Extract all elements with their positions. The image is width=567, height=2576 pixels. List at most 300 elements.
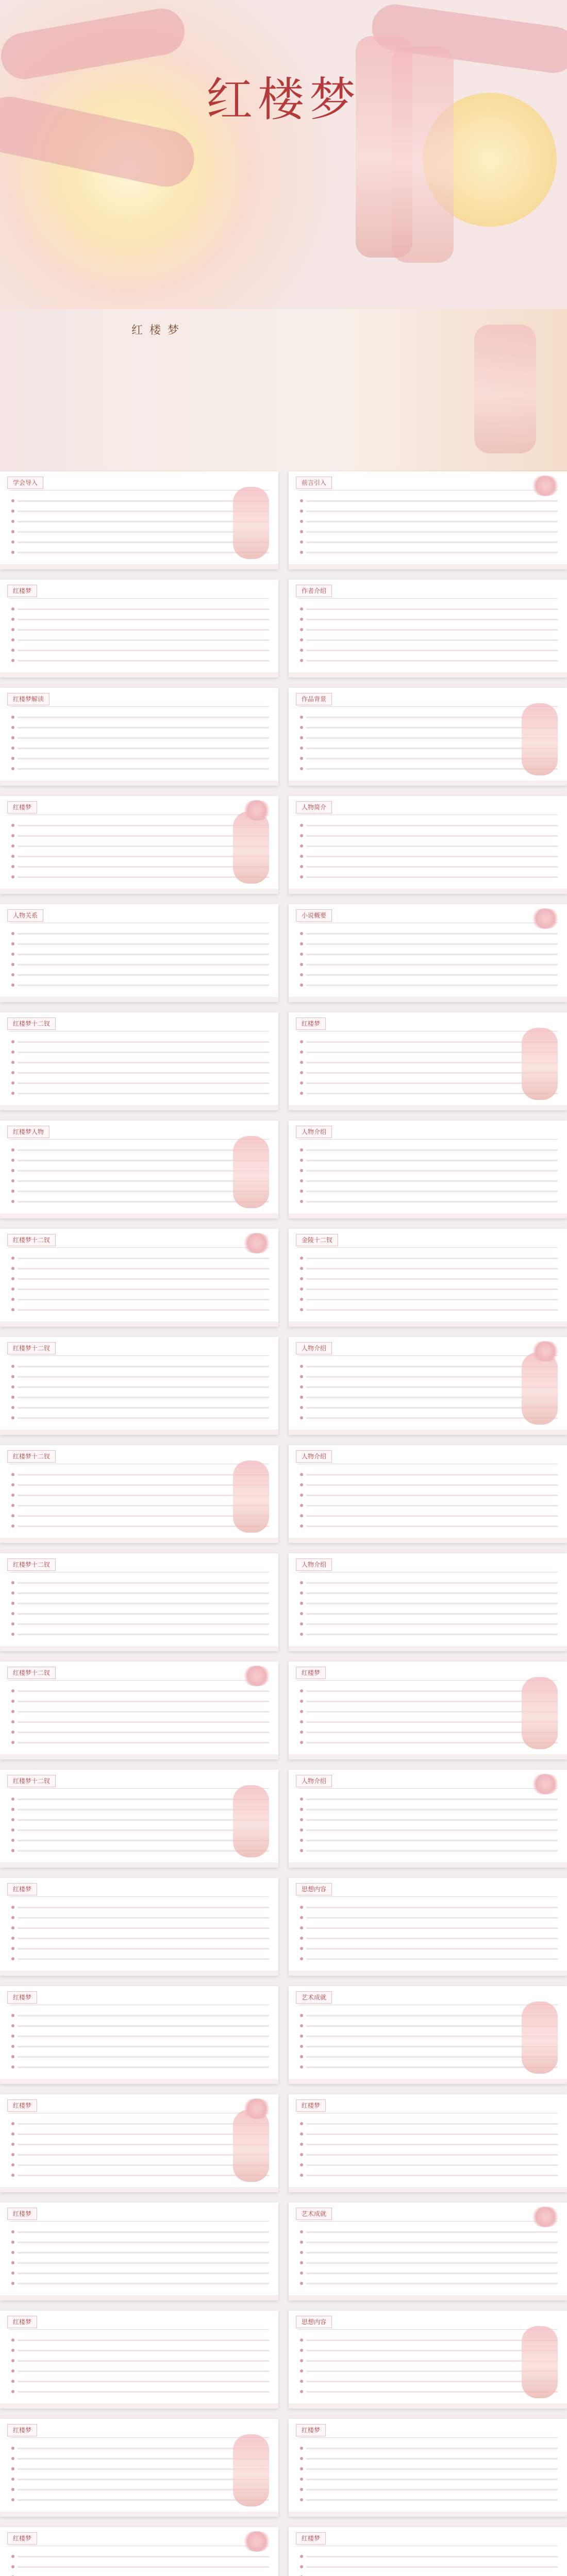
bullet-dot: [11, 1937, 14, 1940]
text-line: [306, 660, 558, 662]
bullet-dot: [300, 2045, 303, 2048]
text-line: [18, 2360, 269, 2362]
slide-card[interactable]: [0, 2419, 278, 2517]
slide-footer: [0, 1646, 278, 1651]
slide-card[interactable]: [0, 580, 278, 677]
text-line: [306, 1397, 558, 1398]
bullet-dot: [300, 973, 303, 976]
flower-branch: [0, 92, 199, 192]
bullet-dot: [300, 1159, 303, 1162]
slide-footer: [0, 1321, 278, 1327]
bullet-dot: [11, 1524, 14, 1528]
bullet-dot: [300, 1050, 303, 1054]
text-line: [18, 876, 269, 878]
text-line: [18, 2391, 269, 2393]
text-line: [18, 1958, 269, 1960]
bullet-dot: [11, 1504, 14, 1507]
slide-card[interactable]: [0, 2202, 278, 2300]
bullet-dot: [300, 767, 303, 770]
text-line: [306, 954, 558, 955]
text-line: [18, 727, 269, 728]
slide-heading: 红楼梦十二钗: [7, 1234, 56, 1246]
text-line: [306, 552, 558, 553]
bullet-dot: [11, 530, 14, 533]
flower-decoration: [530, 1774, 561, 1794]
slide-card[interactable]: [289, 2311, 567, 2409]
slide-footer: [289, 1213, 567, 1218]
bullet-dot: [11, 520, 14, 523]
bullet-dot: [300, 875, 303, 878]
slide-footer: [289, 2079, 567, 2084]
text-line: [18, 1309, 269, 1311]
bullet-dot: [300, 2174, 303, 2177]
bullet-dot: [11, 875, 14, 878]
text-line: [306, 1289, 558, 1290]
text-line: [18, 500, 269, 502]
slide-heading: 红楼梦: [296, 2532, 326, 2545]
bullet-dot: [300, 2555, 303, 2558]
bullet-dot: [300, 1828, 303, 1832]
divider: [298, 1788, 558, 1789]
text-line: [306, 758, 558, 759]
text-line: [306, 1526, 558, 1527]
text-line: [306, 639, 558, 641]
slide-heading: 红楼梦十二钗: [7, 1775, 56, 1787]
text-line: [18, 1690, 269, 1692]
bullet-dot: [300, 540, 303, 544]
slide-heading: 人物介绍: [296, 1126, 332, 1138]
text-line: [18, 608, 269, 610]
text-line: [306, 1515, 558, 1517]
bullet-dot: [11, 638, 14, 641]
text-line: [306, 1819, 558, 1821]
text-line: [306, 1634, 558, 1635]
slide-card[interactable]: [0, 1445, 278, 1543]
bullet-dot: [11, 1957, 14, 1960]
slide-card[interactable]: [289, 904, 567, 1002]
slide-row: [0, 796, 567, 904]
slide-footer: [0, 1754, 278, 1759]
text-line: [18, 541, 269, 543]
slide-card[interactable]: [0, 1986, 278, 2084]
text-line: [18, 2350, 269, 2351]
text-line: [306, 1170, 558, 1172]
bullet-dot: [300, 2065, 303, 2069]
bullet-dot: [300, 510, 303, 513]
bullet-dot: [300, 942, 303, 945]
slide-card[interactable]: [0, 1553, 278, 1651]
text-line: [18, 1278, 269, 1280]
text-line: [18, 1052, 269, 1053]
bullet-dot: [300, 2349, 303, 2352]
slide-row: [0, 2094, 567, 2202]
divider: [9, 1139, 269, 1140]
text-line: [18, 1592, 269, 1594]
text-line: [306, 2489, 558, 2490]
text-line: [306, 2273, 558, 2274]
bullet-dot: [300, 2163, 303, 2166]
slide-heading: 红楼梦: [296, 2099, 326, 2112]
slide-footer: [289, 1971, 567, 1976]
bullet-dot: [11, 953, 14, 956]
slide-card[interactable]: [0, 471, 278, 569]
divider: [9, 598, 269, 599]
slide-card[interactable]: [0, 1012, 278, 1110]
text-line: [306, 748, 558, 749]
slide-heading: 作者介绍: [296, 585, 332, 597]
bullet-dot: [300, 499, 303, 502]
text-line: [306, 2164, 558, 2166]
text-line: [18, 1201, 269, 1202]
text-line: [306, 1711, 558, 1713]
text-line: [18, 2175, 269, 2176]
slide-card[interactable]: [0, 688, 278, 786]
bullet-dot: [11, 1179, 14, 1182]
text-line: [306, 1278, 558, 1280]
text-line: [306, 2566, 558, 2568]
bullet-dot: [300, 1602, 303, 1605]
text-line: [18, 1376, 269, 1378]
bullet-dot: [11, 2478, 14, 2481]
text-line: [18, 2283, 269, 2284]
text-line: [18, 1268, 269, 1269]
bullet-dot: [11, 1257, 14, 1260]
slide-heading: 思想内容: [296, 1883, 332, 1895]
bullet-dot: [300, 1849, 303, 1852]
bullet-dot: [11, 767, 14, 770]
bullet-dot: [11, 618, 14, 621]
bullet-dot: [11, 2272, 14, 2275]
text-line: [18, 2133, 269, 2135]
bullet-dot: [11, 1473, 14, 1476]
slide-card[interactable]: [289, 2419, 567, 2517]
text-line: [306, 2381, 558, 2382]
bullet-dot: [300, 1700, 303, 1703]
bullet-dot: [11, 726, 14, 729]
text-line: [306, 2350, 558, 2351]
bullet-dot: [300, 1287, 303, 1291]
character-illustration: [233, 487, 269, 559]
text-line: [306, 1484, 558, 1486]
text-line: [18, 1495, 269, 1496]
slide-heading: 红楼梦: [7, 585, 37, 597]
text-line: [306, 608, 558, 610]
bullet-dot: [11, 1591, 14, 1595]
text-line: [306, 500, 558, 502]
text-line: [18, 758, 269, 759]
bullet-dot: [11, 1581, 14, 1584]
slide-footer: [0, 1538, 278, 1543]
slide-card[interactable]: [289, 471, 567, 569]
text-line: [306, 1958, 558, 1960]
text-line: [306, 511, 558, 512]
bullet-dot: [11, 984, 14, 987]
bullet-dot: [11, 1808, 14, 1811]
bullet-dot: [300, 1947, 303, 1950]
text-line: [18, 1082, 269, 1084]
text-line: [306, 2252, 558, 2253]
bullet-dot: [11, 1839, 14, 1842]
bullet-dot: [300, 1040, 303, 1043]
text-line: [306, 1082, 558, 1084]
slide-card[interactable]: [289, 1553, 567, 1651]
slide-heading: 人物关系: [7, 909, 43, 922]
text-line: [18, 2448, 269, 2449]
text-line: [18, 1299, 269, 1300]
slide-card[interactable]: [0, 2094, 278, 2192]
bullet-dot: [11, 963, 14, 966]
bullet-dot: [300, 1267, 303, 1270]
divider: [298, 2437, 558, 2438]
text-line: [306, 629, 558, 631]
text-line: [18, 2468, 269, 2470]
slide-footer: [289, 1862, 567, 1868]
bullet-dot: [11, 1602, 14, 1605]
bullet-dot: [11, 1720, 14, 1723]
text-line: [18, 1938, 269, 1939]
text-line: [306, 1376, 558, 1378]
bullet-dot: [300, 1622, 303, 1625]
bullet-dot: [300, 2272, 303, 2275]
slide-card[interactable]: [0, 2527, 278, 2576]
bullet-dot: [11, 1710, 14, 1713]
bullet-dot: [300, 1148, 303, 1151]
text-line: [18, 2015, 269, 2016]
text-line: [18, 511, 269, 512]
divider: [9, 2329, 269, 2330]
text-line: [306, 531, 558, 533]
bullet-dot: [11, 2132, 14, 2136]
bullet-dot: [11, 844, 14, 848]
divider: [298, 1680, 558, 1681]
slide-card[interactable]: [289, 1337, 567, 1435]
bullet-dot: [11, 2174, 14, 2177]
bullet-dot: [11, 1741, 14, 1744]
bullet-dot: [11, 932, 14, 935]
bullet-dot: [11, 649, 14, 652]
text-line: [18, 933, 269, 935]
bullet-dot: [11, 1071, 14, 1074]
slide-card[interactable]: [289, 1986, 567, 2084]
bullet-dot: [300, 2153, 303, 2156]
bullet-dot: [300, 1710, 303, 1713]
slide-footer: [289, 2295, 567, 2300]
slide-heading: 小说概要: [296, 909, 332, 922]
bullet-dot: [11, 1169, 14, 1172]
bullet-dot: [11, 1396, 14, 1399]
text-line: [18, 1907, 269, 1908]
bullet-dot: [300, 1483, 303, 1486]
bullet-dot: [300, 1689, 303, 1692]
text-line: [306, 1041, 558, 1043]
bullet-dot: [11, 1818, 14, 1821]
flower-decoration: [241, 2531, 272, 2552]
slide-heading: 学会导入: [7, 477, 43, 489]
slide-card[interactable]: [289, 1662, 567, 1759]
slide-footer: [0, 2079, 278, 2084]
slide-card[interactable]: [0, 1229, 278, 1327]
text-line: [306, 1690, 558, 1692]
slide-heading: 红楼梦解读: [7, 693, 49, 705]
text-line: [306, 2370, 558, 2372]
slide-card[interactable]: [289, 1121, 567, 1218]
bullet-dot: [300, 953, 303, 956]
bullet-dot: [11, 736, 14, 739]
bullet-dot: [11, 2369, 14, 2372]
bullet-dot: [300, 520, 303, 523]
text-line: [306, 2036, 558, 2037]
slide-row: [0, 1229, 567, 1337]
bullet-dot: [11, 1298, 14, 1301]
bullet-dot: [300, 2055, 303, 2058]
slide-footer: [0, 1862, 278, 1868]
text-line: [18, 1732, 269, 1733]
bullet-dot: [300, 2380, 303, 2383]
bullet-dot: [11, 2390, 14, 2393]
slide-card[interactable]: [0, 1337, 278, 1435]
bullet-dot: [300, 1277, 303, 1280]
slide-card[interactable]: [289, 1770, 567, 1868]
text-line: [18, 1041, 269, 1043]
bullet-dot: [11, 1483, 14, 1486]
text-line: [18, 2144, 269, 2145]
divider: [298, 2221, 558, 2222]
text-line: [18, 1191, 269, 1192]
text-line: [306, 2262, 558, 2264]
slide-card[interactable]: [289, 2094, 567, 2192]
bullet-dot: [300, 2122, 303, 2125]
text-line: [18, 1742, 269, 1743]
slide-card[interactable]: [289, 1012, 567, 1110]
slide-card[interactable]: [289, 796, 567, 894]
text-line: [18, 943, 269, 945]
text-line: [18, 1093, 269, 1094]
slide-heading: 红楼梦: [7, 2099, 37, 2112]
slide-card[interactable]: [289, 1229, 567, 1327]
bullet-dot: [300, 1179, 303, 1182]
text-line: [18, 2056, 269, 2058]
flower-decoration: [530, 476, 561, 496]
slide-row: [0, 1553, 567, 1662]
slide-footer: [289, 997, 567, 1002]
slide-row: [0, 1012, 567, 1121]
slide-footer: [289, 2512, 567, 2517]
slide-heading: 人物介绍: [296, 1558, 332, 1571]
bullet-dot: [300, 1926, 303, 1929]
text-line: [306, 2479, 558, 2480]
flower-decoration: [241, 1666, 272, 1686]
slide-card[interactable]: [0, 904, 278, 1002]
divider: [298, 706, 558, 707]
text-line: [306, 835, 558, 837]
slide-card[interactable]: [289, 688, 567, 786]
bullet-dot: [300, 1071, 303, 1074]
text-line: [306, 1829, 558, 1831]
bullet-dot: [300, 1385, 303, 1388]
text-line: [306, 1721, 558, 1723]
slide-footer: [289, 781, 567, 786]
text-line: [306, 845, 558, 847]
text-line: [18, 1474, 269, 1476]
text-line: [18, 629, 269, 631]
slide-card[interactable]: [289, 1445, 567, 1543]
text-line: [306, 2133, 558, 2135]
slide-card[interactable]: [289, 1878, 567, 1976]
text-line: [306, 521, 558, 522]
text-line: [306, 1180, 558, 1182]
vertical-text: 梦: [168, 324, 179, 337]
flower-decoration: [530, 2207, 561, 2227]
text-line: [18, 974, 269, 976]
text-line: [306, 1062, 558, 1063]
slide-card[interactable]: [0, 1121, 278, 1218]
slide-row: [0, 2527, 567, 2576]
lady-figure: [392, 46, 454, 263]
text-line: [18, 985, 269, 986]
bullet-dot: [11, 2261, 14, 2264]
slide-row: [0, 1770, 567, 1878]
text-line: [306, 1417, 558, 1419]
text-line: [18, 1799, 269, 1800]
text-line: [306, 876, 558, 878]
slide-row: [0, 1445, 567, 1553]
text-line: [306, 2123, 558, 2125]
slide-card[interactable]: [289, 2202, 567, 2300]
bullet-dot: [300, 1957, 303, 1960]
text-line: [18, 1613, 269, 1615]
slide-heading: 艺术成就: [296, 1991, 332, 2004]
slide-heading: 人物介绍: [296, 1450, 332, 1463]
bullet-dot: [11, 2349, 14, 2352]
text-line: [18, 1634, 269, 1635]
slide-card[interactable]: [289, 2527, 567, 2576]
slide-card[interactable]: [0, 796, 278, 894]
slide-card[interactable]: [289, 580, 567, 677]
bullet-dot: [300, 855, 303, 858]
text-line: [18, 1258, 269, 1259]
slide-heading: 红楼梦: [7, 1883, 37, 1895]
character-illustration: [233, 2434, 269, 2506]
slide-heading: 红楼梦: [7, 2208, 37, 2220]
bullet-dot: [11, 551, 14, 554]
slide-card[interactable]: [0, 1878, 278, 1976]
slide-heading: 红楼梦: [7, 801, 37, 814]
text-line: [306, 1927, 558, 1929]
slide-row: [0, 1662, 567, 1770]
slide-row: [0, 471, 567, 580]
bullet-dot: [11, 1040, 14, 1043]
character-illustration: [233, 1461, 269, 1533]
slide-card[interactable]: [0, 1770, 278, 1868]
text-line: [306, 619, 558, 620]
bullet-dot: [11, 1700, 14, 1703]
bullet-dot: [300, 1798, 303, 1801]
divider: [298, 1139, 558, 1140]
slide-card[interactable]: [0, 2311, 278, 2409]
text-line: [18, 748, 269, 749]
slide-card[interactable]: [0, 1662, 278, 1759]
slide-footer: [289, 564, 567, 569]
text-line: [18, 1603, 269, 1604]
text-line: [18, 717, 269, 718]
text-line: [18, 2066, 269, 2068]
text-line: [306, 737, 558, 739]
text-line: [18, 856, 269, 857]
text-line: [306, 985, 558, 986]
bullet-dot: [11, 1494, 14, 1497]
text-line: [306, 1505, 558, 1506]
bullet-dot: [11, 1514, 14, 1517]
